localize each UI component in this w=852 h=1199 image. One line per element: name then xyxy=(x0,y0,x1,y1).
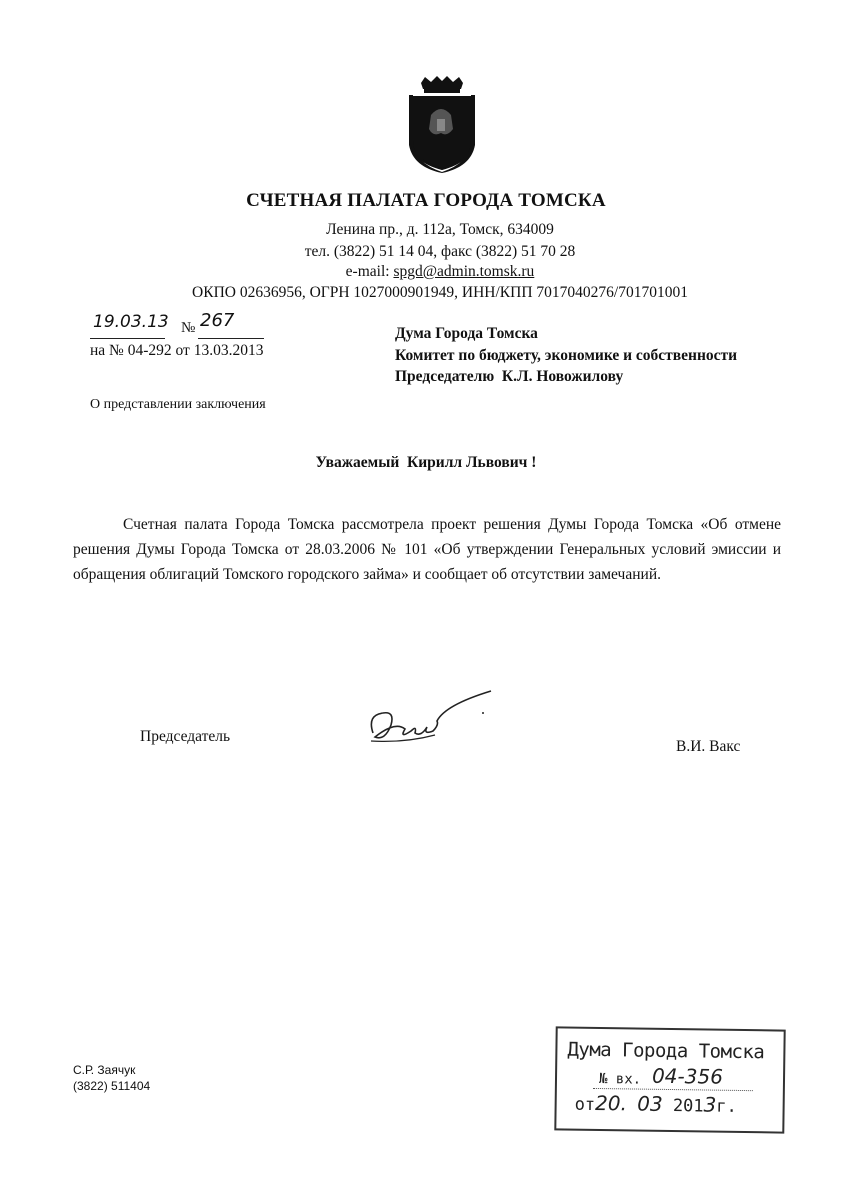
executor-name: С.Р. Заячук xyxy=(73,1063,136,1077)
stamp-date xyxy=(575,1091,738,1117)
stamp-date-year-prefix: 201 xyxy=(672,1096,704,1117)
handwritten-signature xyxy=(365,685,500,755)
letter-body: Счетная палата Города Томска рассмотрела проект решения Думы Города Томска «Об отмене решения Думы Города Томска от 28.03.2006 № 101 «Об утверждении Генеральных условий эмиссии и обращения облигаций Томского городского займа» и сообщает об отсутствии замечаний. xyxy=(73,516,781,583)
signer-position: Председатель xyxy=(140,728,231,745)
coat-of-arms-icon xyxy=(407,75,477,173)
recipient-line-3: Председателю К.Л. Новожилову xyxy=(395,368,624,385)
email-line xyxy=(0,263,852,281)
email-link[interactable]: spgd@admin.tomsk.ru xyxy=(393,263,535,280)
subject-line: О представлении заключения xyxy=(90,397,266,412)
stamp-date-suffix: г. xyxy=(716,1096,737,1117)
signer-name: В.И. Вакс xyxy=(676,738,741,755)
executor-block xyxy=(73,1062,150,1094)
salutation: Уважаемый Кирилл Львович ! xyxy=(315,454,537,471)
outgoing-date-handwritten: 19.03.13 xyxy=(93,312,169,332)
address-line: Ленина пр., д. 112а, Томск, 634009 xyxy=(326,221,554,238)
email-label: e-mail: xyxy=(345,263,394,280)
stamp-date-year-digit: 3 xyxy=(703,1092,717,1117)
registration-codes: ОКПО 02636956, ОГРН 1027000901949, ИНН/КПП 7017040276/701701001 xyxy=(192,284,688,301)
stamp-date-prefix: от xyxy=(574,1094,596,1115)
outgoing-number-label: № xyxy=(181,320,196,336)
number-underline xyxy=(198,338,264,339)
stamp-date-day: 20. xyxy=(594,1090,628,1116)
stamp-number-label: № вх. xyxy=(598,1071,642,1088)
stamp-date-month: 03 xyxy=(637,1091,663,1116)
incoming-registration-stamp xyxy=(554,1026,785,1133)
phone-fax-line: тел. (3822) 51 14 04, факс (3822) 51 70 28 xyxy=(304,243,576,260)
date-underline xyxy=(90,338,165,339)
stamp-title: Дума Города Томска xyxy=(567,1038,765,1064)
organization-title: СЧЕТНАЯ ПАЛАТА ГОРОДА ТОМСКА xyxy=(246,190,606,211)
recipient-block xyxy=(395,323,737,388)
reference-line: на № 04-292 от 13.03.2013 xyxy=(90,342,264,359)
recipient-line-2: Комитет по бюджету, экономике и собственности xyxy=(395,346,738,364)
recipient-line-1: Дума Города Томска xyxy=(395,325,538,342)
outgoing-number-handwritten: 267 xyxy=(200,310,235,331)
stamp-number-handwritten: 04-356 xyxy=(651,1063,724,1089)
executor-phone: (3822) 511404 xyxy=(73,1079,151,1093)
